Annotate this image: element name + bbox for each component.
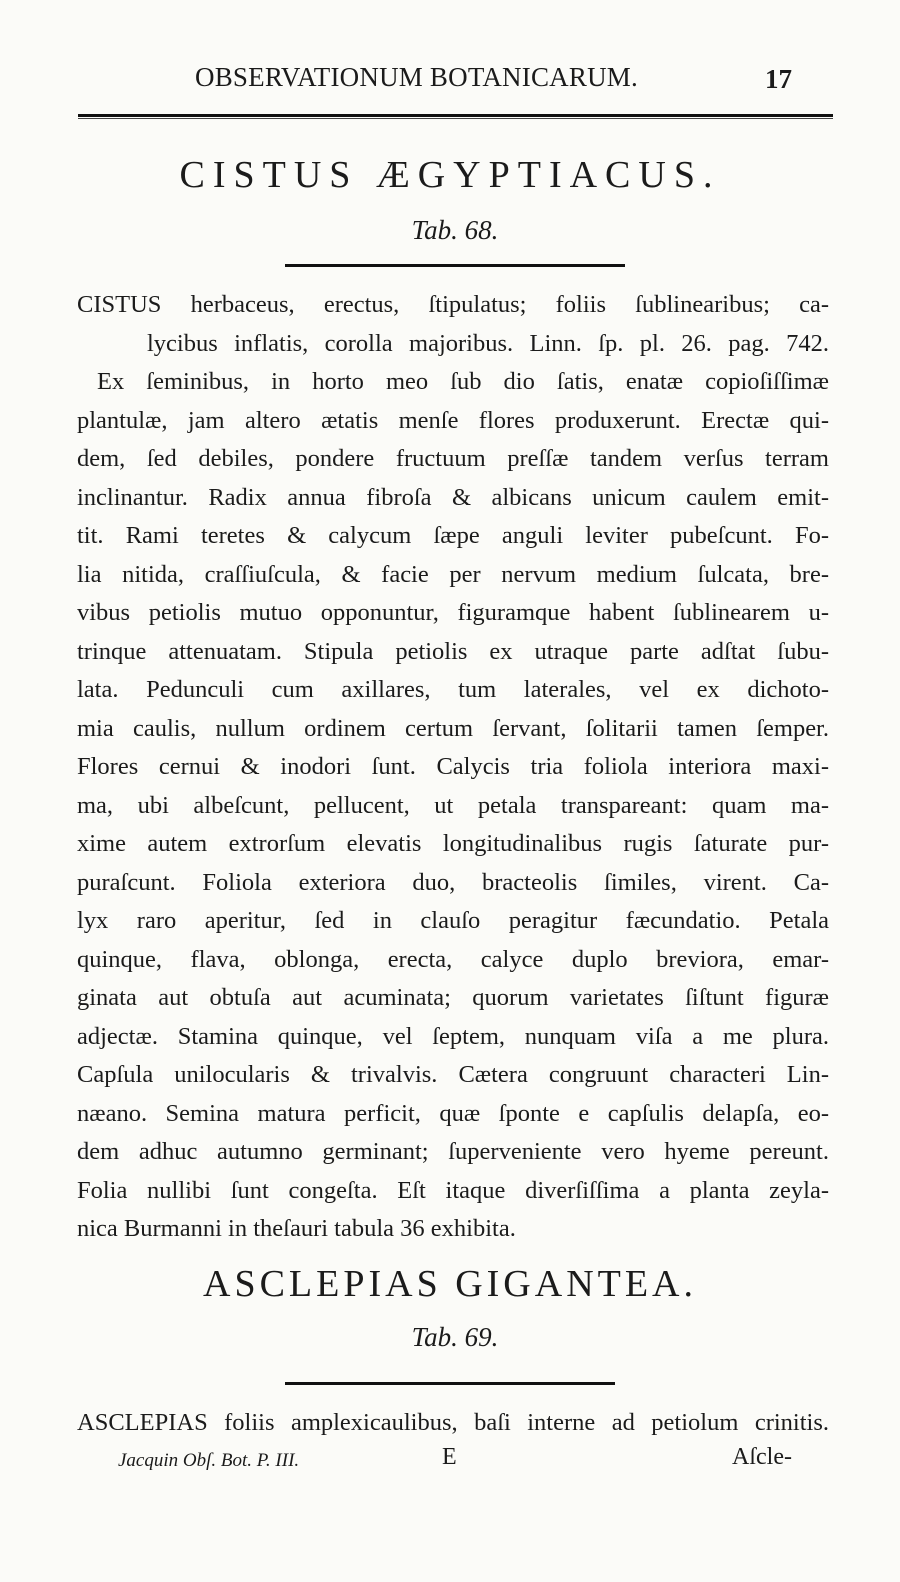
text-line: inclinantur. Radix annua fibroſa & albicans unicum caulem emit-	[77, 483, 829, 511]
asclepias-description	[77, 1404, 829, 1443]
running-title: OBSERVATIONUM BOTANICARUM.	[195, 62, 638, 92]
text-line: nica Burmanni in theſauri tabula 36 exhibita.	[77, 1215, 516, 1242]
text-line: dem, ſed debiles, pondere fructuum preſſæ tandem verſus terram	[77, 445, 829, 472]
header-rule	[78, 114, 833, 119]
text-line: tit. Rami teretes & calycum ſæpe anguli leviter pubeſcunt. Fo-	[77, 522, 829, 549]
text-line: Folia nullibi ſunt congeſta. Eſt itaque diverſiſſima a planta zeyla-	[77, 1176, 829, 1204]
text-line: dem adhuc autumno germinant; ſuperveniente vero hyeme pereunt.	[77, 1138, 829, 1165]
text-line: Ex ſeminibus, in horto meo ſub dio ſatis, enatæ copioſiſſimæ	[97, 368, 829, 395]
cistus-description	[77, 286, 829, 1249]
text-line: lia nitida, craſſiuſcula, & facie per nervum medium ſulcata, bre-	[77, 560, 829, 588]
text-line: Flores cernui & inodori ſunt. Calycis tria foliola interiora maxi-	[77, 753, 829, 780]
text-line: lata. Pedunculi cum axillares, tum laterales, vel ex dichoto-	[77, 676, 829, 703]
text-line: trinque attenuatam. Stipula petiolis ex utraque parte adſtat ſubu-	[77, 637, 829, 665]
catchword: Aſcle-	[732, 1444, 792, 1470]
text-line: ginata aut obtuſa aut acuminata; quorum varietates ſiſtunt figuræ	[77, 984, 829, 1011]
text-line: puraſcunt. Foliola exteriora duo, bracteolis ſimiles, virent. Ca-	[77, 868, 829, 896]
plate-reference-68: Tab. 68.	[411, 215, 499, 245]
page-number: 17	[765, 64, 792, 94]
text-line: mia caulis, nullum ordinem certum ſervant, ſolitarii tamen ſemper.	[77, 714, 829, 742]
text-line: lyx raro aperitur, ſed in clauſo peragitur fæcundatio. Petala	[77, 907, 829, 934]
section-title-asclepias: ASCLEPIAS GIGANTEA.	[203, 1263, 697, 1305]
text-line: quinque, flava, oblonga, erecta, calyce duplo breviora, emar-	[77, 945, 829, 973]
text-line: CISTUS herbaceus, erectus, ſtipulatus; foliis ſublinearibus; ca-	[77, 291, 829, 318]
signature-line: Jacquin Obſ. Bot. P. III.	[118, 1450, 300, 1471]
text-line: næano. Semina matura perficit, quæ ſponte e capſulis delapſa, eo-	[77, 1099, 829, 1127]
section-rule	[285, 1382, 615, 1385]
text-line: vibus petiolis mutuo opponuntur, figuramque habent ſublinearem u-	[77, 599, 829, 626]
text-line: xime autem extrorſum elevatis longitudinalibus rugis ſaturate pur-	[77, 830, 829, 857]
text-line: ma, ubi albeſcunt, pellucent, ut petala transpareant: quam ma-	[77, 791, 829, 819]
text-line: plantulæ, jam altero ætatis menſe flores produxerunt. Erectæ qui-	[77, 406, 829, 434]
section-rule	[285, 264, 625, 267]
text-line: lycibus inflatis, corolla majoribus. Linn. ſp. pl. 26. pag. 742.	[147, 329, 829, 357]
signature-mark: E	[442, 1444, 457, 1470]
text-line: ASCLEPIAS foliis amplexicaulibus, baſi interne ad petiolum crinitis.	[77, 1409, 829, 1436]
plate-reference-69: Tab. 69.	[411, 1322, 499, 1352]
text-line: Capſula unilocularis & trivalvis. Cætera congruunt characteri Lin-	[77, 1061, 829, 1088]
section-title-cistus: CISTUS ÆGYPTIACUS.	[179, 154, 721, 196]
text-line: adjectæ. Stamina quinque, vel ſeptem, nunquam viſa a me plura.	[77, 1022, 829, 1050]
